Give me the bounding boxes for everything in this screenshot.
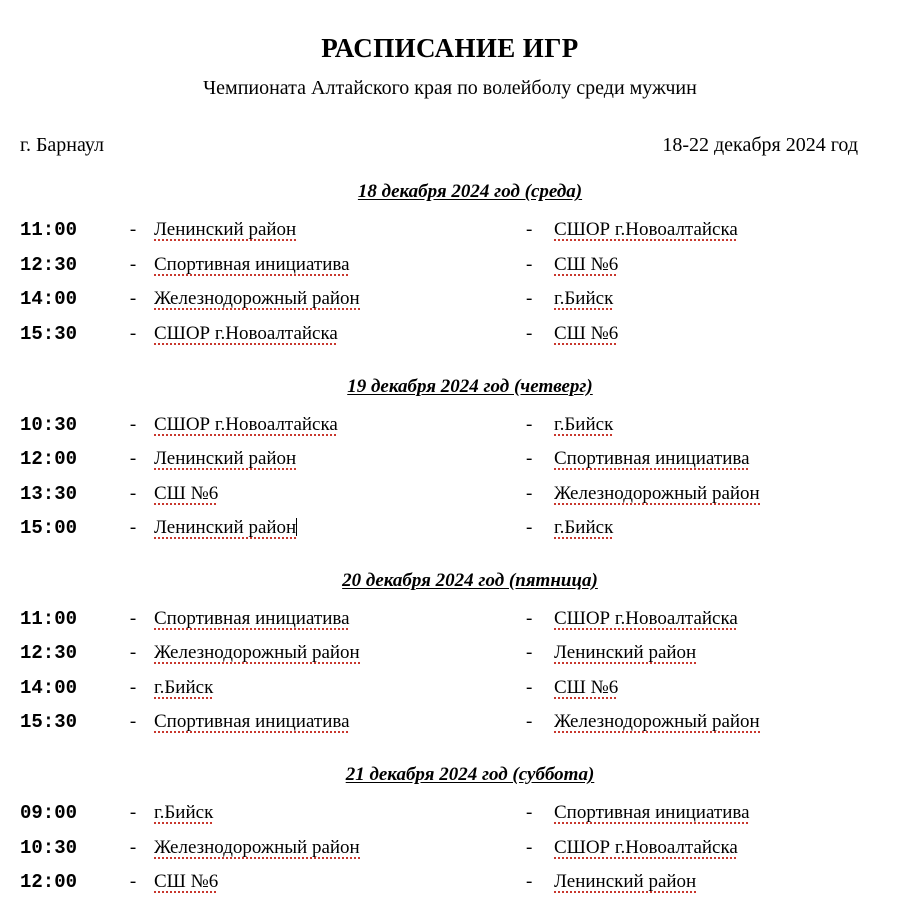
team-away [554,248,880,283]
game-time: 10:30 [20,836,78,859]
team-away [554,705,880,740]
separator-dash: - [526,288,533,310]
separator-dash: - [526,482,533,504]
team-away [554,282,880,317]
table-row [20,602,880,637]
team-away [554,408,880,443]
team-home-label: СШ №6 [154,871,219,893]
team-home [154,831,526,866]
team-home-label: Железнодорожный район [154,288,360,310]
team-home-label: г.Бийск [154,676,214,698]
team-home [154,248,526,283]
table-row [20,282,880,317]
day-block [20,376,880,546]
separator-dash: - [526,801,533,823]
separator-dash: - [129,219,137,241]
game-time: 11:00 [20,219,78,242]
team-home [154,636,526,671]
team-away-label: г.Бийск [554,288,614,310]
separator-dash: - [526,607,533,629]
page-subtitle: Чемпионата Алтайского края по волейболу среди мужчин [203,77,697,100]
table-row [20,511,880,546]
team-home [154,671,526,706]
separator-dash: - [129,801,137,823]
separator-dash: - [129,288,137,310]
team-away-label: СШ №6 [554,323,619,345]
day-header: 20 декабря 2024 год (пятница) [342,569,598,591]
team-home [154,511,526,546]
game-time: 10:30 [20,413,78,436]
table-row [20,865,880,900]
separator-dash: - [526,448,533,470]
team-away [554,636,880,671]
table-row [20,831,880,866]
team-away-label: Железнодорожный район [554,482,760,504]
team-away [554,865,880,900]
team-home [154,865,526,900]
team-home-label: Ленинский район [154,219,297,241]
team-away-label: СШОР г.Новоалтайска [554,607,738,629]
separator-dash: - [129,413,137,435]
team-away-label: СШОР г.Новоалтайска [554,219,738,241]
game-time: 12:00 [20,871,78,894]
team-home-label: г.Бийск [154,801,214,823]
team-home-label: Ленинский район [154,448,297,470]
separator-dash: - [526,871,533,893]
day-block [20,570,880,740]
separator-dash: - [526,676,533,698]
team-away [554,213,880,248]
table-row [20,248,880,283]
team-home-label: СШ №6 [154,482,219,504]
meta-date-range: 18-22 декабря 2024 год [662,134,858,157]
separator-dash: - [129,482,137,504]
game-time: 11:00 [20,607,78,630]
table-row [20,442,880,477]
separator-dash: - [129,517,137,539]
team-away-label: Спортивная инициатива [554,801,750,823]
separator-dash: - [526,253,533,275]
text-cursor [296,518,297,536]
team-home [154,282,526,317]
team-home [154,442,526,477]
separator-dash: - [129,448,137,470]
team-home-label: Спортивная инициатива [154,711,350,733]
team-home-label: Ленинский район [154,517,297,539]
separator-dash: - [129,323,137,345]
game-time: 12:00 [20,448,78,471]
separator-dash: - [129,676,137,698]
team-home-label: СШОР г.Новоалтайска [154,413,338,435]
separator-dash: - [526,642,533,664]
team-away [554,442,880,477]
game-time: 13:30 [20,482,78,505]
separator-dash: - [129,871,137,893]
table-row [20,671,880,706]
team-away-label: СШОР г.Новоалтайска [554,836,738,858]
separator-dash: - [526,219,533,241]
table-row [20,636,880,671]
games-table [20,796,880,900]
team-home [154,317,526,352]
page-title: РАСПИСАНИЕ ИГР [321,33,579,63]
game-time: 15:30 [20,323,78,346]
game-time: 14:00 [20,288,78,311]
team-away-label: Спортивная инициатива [554,448,750,470]
game-time: 14:00 [20,676,78,699]
team-home [154,602,526,637]
separator-dash: - [129,836,137,858]
schedule-days [20,181,880,899]
team-home [154,408,526,443]
game-time: 12:30 [20,642,78,665]
day-header: 21 декабря 2024 год (суббота) [345,763,595,785]
team-home-label: Спортивная инициатива [154,253,350,275]
team-home [154,477,526,512]
separator-dash: - [526,413,533,435]
games-table [20,213,880,351]
team-away-label: г.Бийск [554,413,614,435]
separator-dash: - [129,642,137,664]
team-home [154,705,526,740]
table-row [20,213,880,248]
team-home-label: Железнодорожный район [154,642,360,664]
games-table [20,408,880,546]
team-away [554,831,880,866]
games-table [20,602,880,740]
day-header: 19 декабря 2024 год (четверг) [347,375,593,397]
separator-dash: - [129,253,137,275]
meta-city: г. Барнаул [20,134,104,157]
team-away-label: Ленинский район [554,871,697,893]
game-time: 09:00 [20,801,78,824]
team-away [554,317,880,352]
table-row [20,796,880,831]
team-home-label: Спортивная инициатива [154,607,350,629]
team-away [554,511,880,546]
separator-dash: - [526,517,533,539]
separator-dash: - [526,711,533,733]
team-home [154,796,526,831]
table-row [20,317,880,352]
day-block [20,764,880,900]
table-row [20,477,880,512]
team-away-label: г.Бийск [554,517,614,539]
table-row [20,408,880,443]
team-away [554,671,880,706]
table-row [20,705,880,740]
team-away [554,477,880,512]
team-home-label: Железнодорожный район [154,836,360,858]
separator-dash: - [526,836,533,858]
day-header: 18 декабря 2024 год (среда) [357,181,583,203]
game-time: 15:00 [20,517,78,540]
team-away [554,602,880,637]
game-time: 15:30 [20,711,78,734]
team-away-label: СШ №6 [554,253,619,275]
separator-dash: - [129,607,137,629]
team-away-label: СШ №6 [554,676,619,698]
team-away-label: Железнодорожный район [554,711,760,733]
game-time: 12:30 [20,253,78,276]
day-block [20,181,880,351]
separator-dash: - [129,711,137,733]
team-home [154,213,526,248]
team-home-label: СШОР г.Новоалтайска [154,323,338,345]
document-meta [20,134,858,157]
team-away [554,796,880,831]
separator-dash: - [526,323,533,345]
team-away-label: Ленинский район [554,642,697,664]
